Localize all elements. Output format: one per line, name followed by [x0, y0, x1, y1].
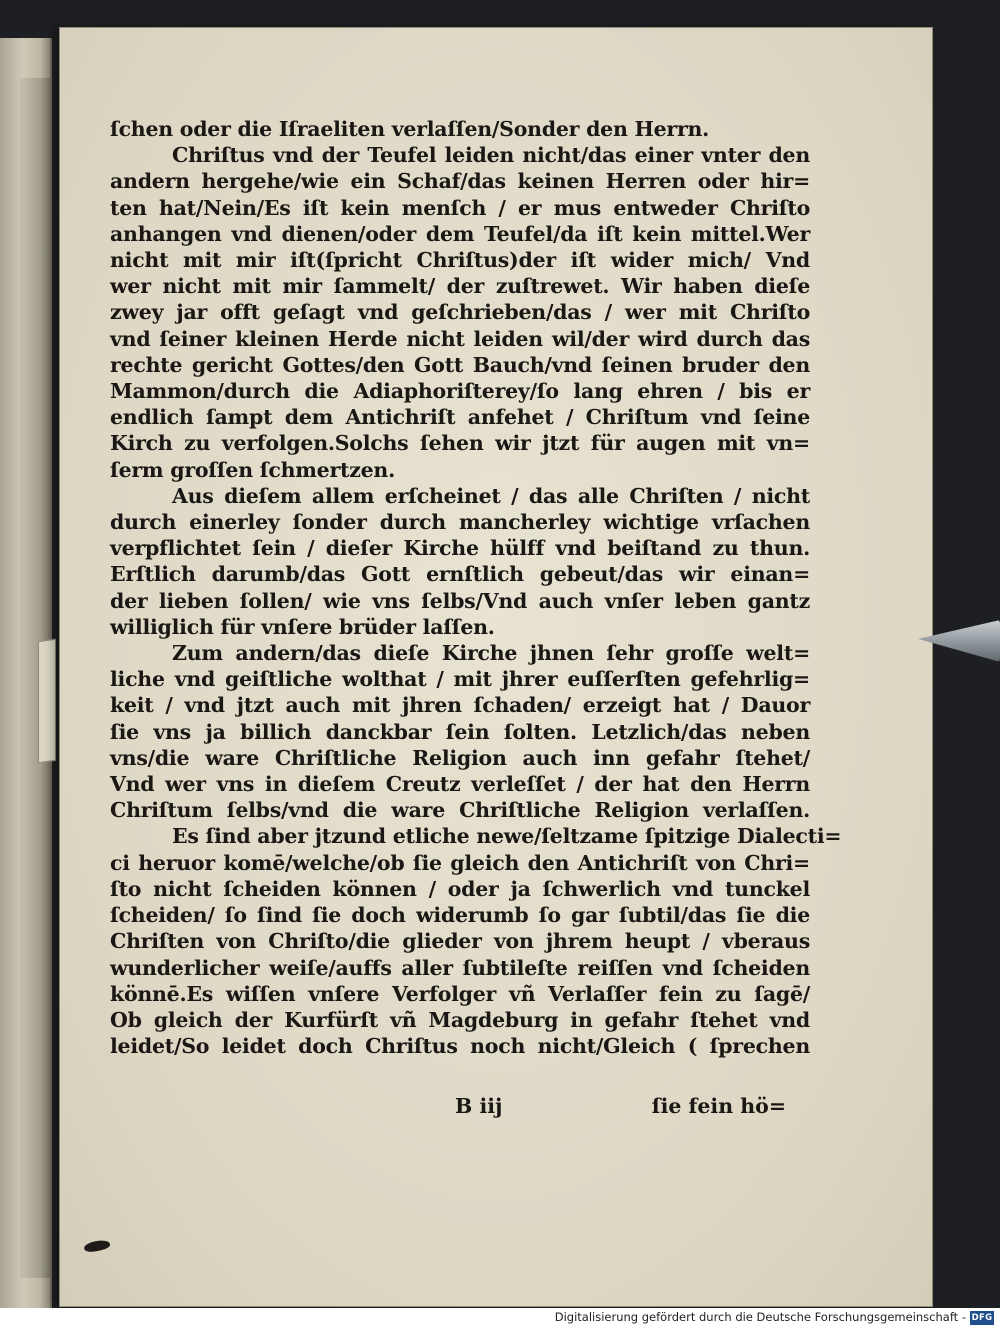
text-line: Chriſtum ſelbs/vnd die ware Chriſtliche Religion verlaſſen. [110, 798, 810, 823]
text-line: vns/die ware Chriſtliche Religion auch inn gefahr ſtehet/ [110, 745, 810, 770]
text-line: könnē.Es wiſſen vnſere Verfolger vñ Verlaſſer fein zu ſagē/ [110, 981, 810, 1006]
text-line: liche vnd geiſtliche wolthat / mit jhrer euſſerſten gefehrlig= [110, 667, 810, 692]
text-line: Erſtlich darumb/das Gott ernſtlich gebeut/das wir einan= [110, 562, 810, 587]
text-line: Es ſind aber jtzund etliche newe/ſeltzame ſpitzige Dialecti= [172, 824, 842, 849]
text-line: anhangen vnd dienen/oder dem Teufel/da iſt kein mittel.Wer [110, 221, 810, 246]
text-line: Zum andern/das dieſe Kirche jhnen ſehr groſſe welt= [172, 641, 810, 666]
text-line: Vnd wer vns in dieſem Creutz verleſſet / der hat den Herrn [110, 772, 810, 797]
text-line: Ob gleich der Kurfürſt vñ Magdeburg in gefahr ſtehet vnd [110, 1007, 810, 1032]
text-line: Kirch zu verfolgen.Solchs ſehen wir jtzt für augen mit vn= [110, 431, 810, 456]
text-line: durch einerley ſonder durch mancherley wichtige vrſachen [110, 510, 810, 535]
text-line: endlich ſampt dem Antichriſt anfehet / Chriſtum vnd ſeine [110, 405, 810, 430]
signature-mark: B iij [455, 1094, 503, 1118]
text-line: verpflichtet ſein / dieſer Kirche hülff vnd beiſtand zu thun. [110, 536, 810, 561]
digitization-footer [0, 1308, 1000, 1329]
text-line: ſchen oder die Iſraeliten verlaſſen/Sonder den Herrn. [110, 117, 710, 141]
text-line: williglich für vnſere brüder laſſen. [110, 614, 495, 639]
text-line: Mammon/durch die Adiaphoriſterey/ſo lang ehren / bis er [110, 379, 810, 404]
text-line: ci heruor komē/welche/ob ſie gleich den Antichriſt von Chri= [110, 850, 810, 875]
dfg-logo-icon: DFG [971, 1313, 993, 1323]
torn-paper-strip [38, 639, 56, 764]
page-text [110, 116, 842, 1059]
catchword: ſie fein hö= [651, 1094, 786, 1118]
text-line: wer nicht mit mir ſammelt/ der zuſtrewet. Wir haben dieſe [110, 274, 810, 299]
text-line: nicht mit mir iſt(ſpricht Chriſtus)der iſt wider mich/ Vnd [110, 248, 810, 273]
funding-credit: Digitalisierung gefördert durch die Deutsche Forschungsgemeinschaft - [554, 1310, 966, 1324]
text-line: ten hat/Nein/Es iſt kein menſch / er mus entweder Chriſto [110, 195, 810, 220]
text-line: andern hergehe/wie ein Schaf/das keinen Herren oder hir= [110, 169, 810, 194]
text-line: Chriſtus vnd der Teufel leiden nicht/das einer vnter den [172, 143, 810, 168]
text-line: vnd ſeiner kleinen Herde nicht leiden wil/der wird durch das [110, 326, 810, 351]
book-page [60, 28, 932, 1306]
text-line: ſto nicht ſcheiden können / oder ja ſchwerlich vnd tunckel [110, 876, 810, 901]
text-line: ſcheiden/ ſo ſind ſie doch widerumb ſo gar ſubtil/das ſie die [110, 903, 810, 928]
text-line: ſerm groſſen ſchmertzen. [110, 457, 395, 482]
text-line: wunderlicher weiſe/auffs aller ſubtileſte reiſſen vnd ſcheiden [110, 955, 810, 980]
text-line: der lieben ſollen/ wie vns ſelbs/Vnd auch vnſer leben gantz [110, 588, 810, 613]
ink-blot [83, 1238, 111, 1253]
text-line: leidet/So leidet doch Chriſtus noch nicht/Gleich ( ſprechen [110, 1034, 810, 1059]
text-line: keit / vnd jtzt auch mit jhren ſchaden/ erzeigt hat / Dauor [110, 693, 810, 718]
text-line: rechte gericht Gottes/den Gott Bauch/vnd ſeinen bruder den [110, 352, 810, 377]
text-line: zwey jar offt geſagt vnd geſchrieben/das / wer mit Chriſto [110, 300, 810, 325]
text-line: Chriſten von Chriſto/die glieder von jhrem heupt / vberaus [110, 929, 810, 954]
page-footer-line [110, 1094, 810, 1124]
text-line: ſie vns ja billich danckbar ſein ſolten. Letzlich/das neben [110, 719, 810, 744]
text-line: Aus dieſem allem erſcheinet / das alle Chriſten / nicht [172, 483, 810, 508]
